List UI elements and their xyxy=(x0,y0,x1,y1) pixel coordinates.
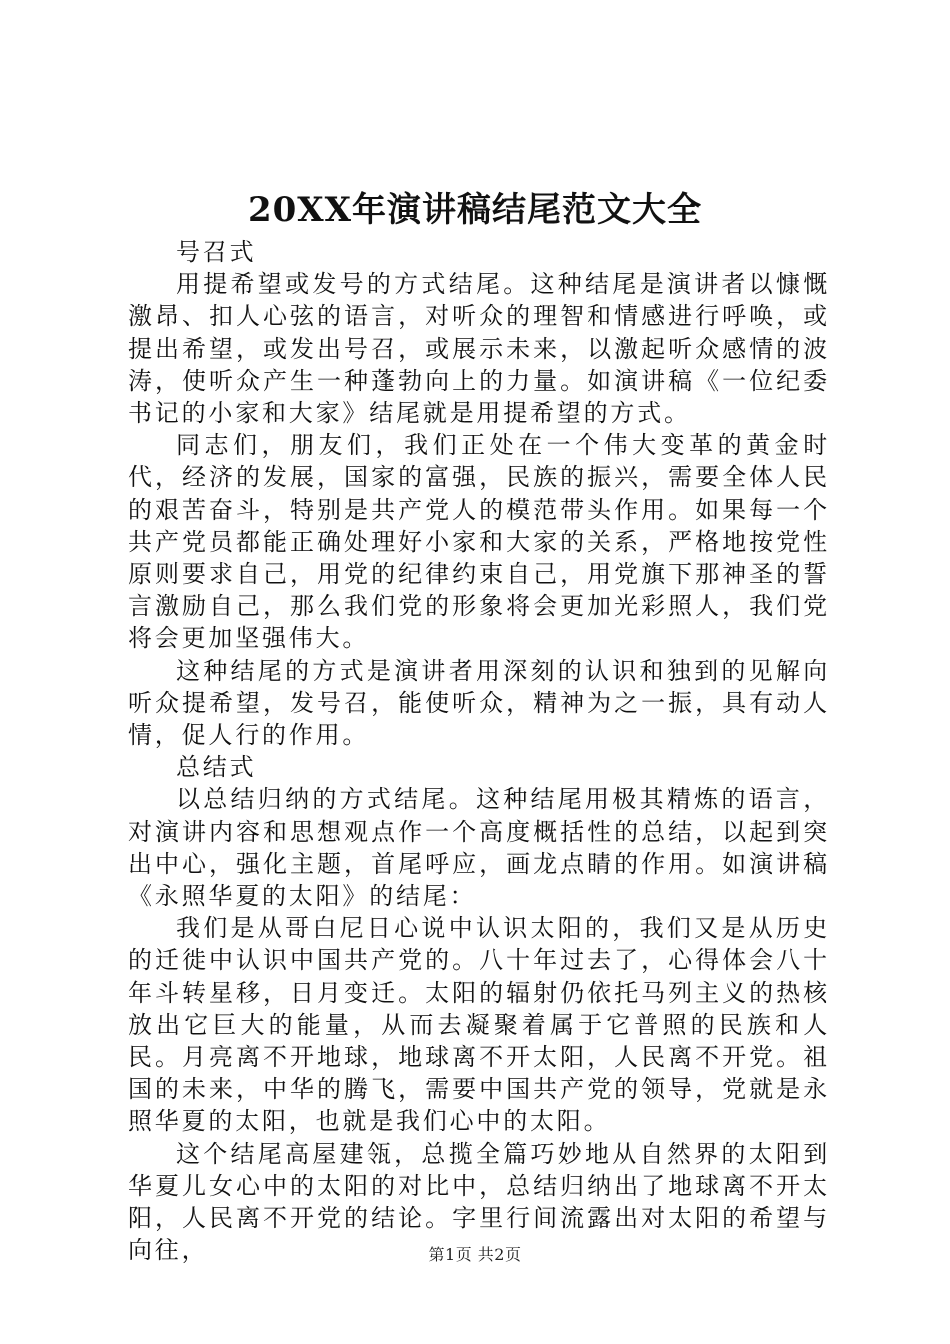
body-paragraph: 这个结尾高屋建瓴，总揽全篇巧妙地从自然界的太阳到华夏儿女心中的太阳的对比中，总结归纳出了地球离不开太阳，人民离不开党的结论。字里行间流露出对太阳的希望与向往， xyxy=(128,1139,830,1265)
body-paragraph: 以总结归纳的方式结尾。这种结尾用极其精炼的语言，对演讲内容和思想观点作一个高度概括性的总结，以起到突出中心，强化主题，首尾呼应，画龙点睛的作用。如演讲稿《永照华夏的太阳》的结尾： xyxy=(128,785,830,911)
quoted-example-paragraph: 我们是从哥白尼日心说中认识太阳的，我们又是从历史的迁徙中认识中国共产党的。八十年过去了，心得体会八十年斗转星移，日月变迁。太阳的辐射仍依托马列主义的热核放出它巨大的能量，从而去凝聚着属于它普照的民族和人民。月亮离不开地球，地球离不开太阳，人民离不开党。祖国的未来，中华的腾飞，需要中国共产党的领导，党就是永照华夏的太阳，也就是我们心中的太阳。 xyxy=(128,914,830,1136)
document-title: 20XX年演讲稿结尾范文大全 xyxy=(247,190,703,230)
body-paragraph: 这种结尾的方式是演讲者用深刻的认识和独到的见解向听众提希望，发号召，能使听众，精神为之一振，具有动人情，促人行的作用。 xyxy=(128,656,830,750)
quoted-example-paragraph: 同志们，朋友们，我们正处在一个伟大变革的黄金时代，经济的发展，国家的富强，民族的振兴，需要全体人民的艰苦奋斗，特别是共产党人的模范带头作用。如果每一个共产党员都能正确处理好小家和大家的关系，严格地按党性原则要求自己，用党的纪律约束自己，用党旗下那神圣的誓言激励自己，那么我们党的形象将会更加光彩照人，我们党将会更加坚强伟大。 xyxy=(128,431,830,653)
document-body xyxy=(128,236,830,1267)
page-footer: 第1页 共2页 xyxy=(428,1245,522,1264)
section-heading-summary: 总结式 xyxy=(176,753,257,782)
body-paragraph: 用提希望或发号的方式结尾。这种结尾是演讲者以慷慨激昂、扣人心弦的语言，对听众的理智和情感进行呼唤，或提出希望，或发出号召，或展示未来，以激起听众感情的波涛，使听众产生一种蓬勃向上的力量。如演讲稿《一位纪委书记的小家和大家》结尾就是用提希望的方式。 xyxy=(128,270,830,428)
section-heading-call: 号召式 xyxy=(176,238,257,266)
